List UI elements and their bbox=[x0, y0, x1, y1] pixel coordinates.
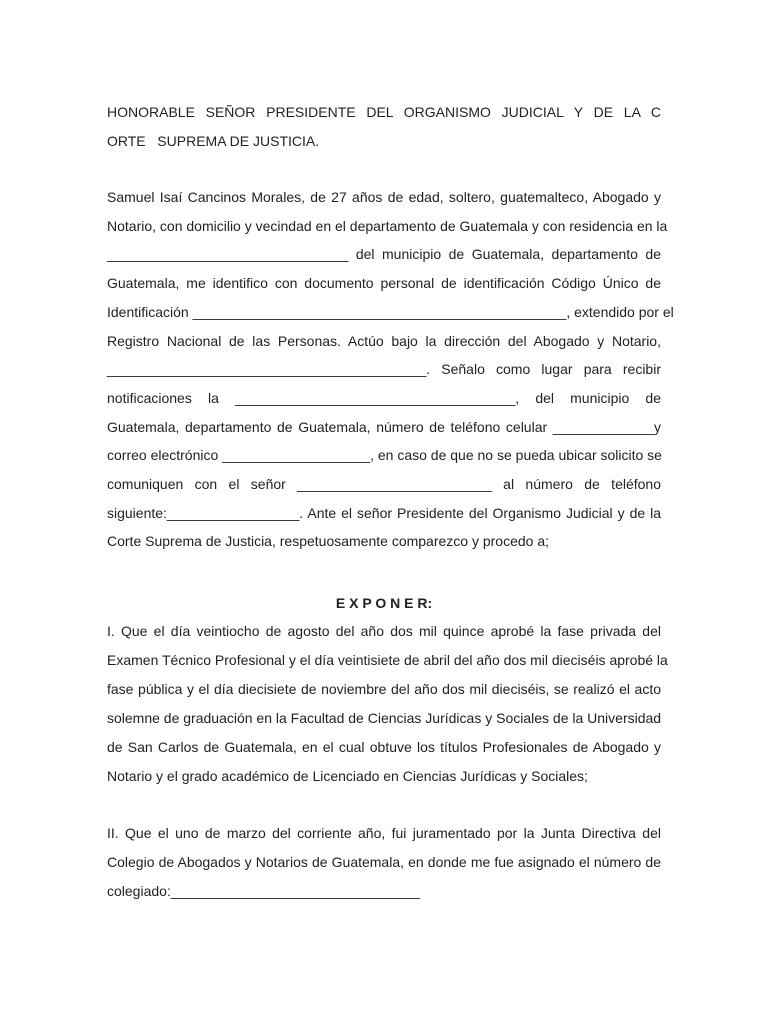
paragraph-line: colegiado:________________________________ bbox=[107, 883, 420, 899]
paragraph-line: Registro Nacional de las Personas. Actúo bajo la dirección del Abogado y Notario, bbox=[107, 333, 661, 349]
paragraph-line: Notario, con domicilio y vecindad en el departamento de Guatemala y con residencia en la bbox=[107, 218, 668, 234]
section-title: E X P O N E R: bbox=[335, 595, 433, 611]
paragraph-line: siguiente:_________________. Ante el señor Presidente del Organismo Judicial y de la bbox=[107, 505, 661, 521]
paragraph-line: _________________________________________. Señalo como lugar para recibir bbox=[107, 361, 661, 377]
paragraph-line: solemne de graduación en la Facultad de Ciencias Jurídicas y Sociales de la Universidad bbox=[107, 710, 662, 726]
paragraph-line: correo electrónico ___________________, en caso de que no se pueda ubicar solicito se bbox=[107, 447, 662, 463]
paragraph-line: Samuel Isaí Cancinos Morales, de 27 años de edad, soltero, guatemalteco, Abogado y bbox=[107, 189, 661, 205]
paragraph-line: Corte Suprema de Justicia, respetuosamente comparezco y procedo a; bbox=[107, 533, 550, 549]
heading-line: HONORABLE SEÑOR PRESIDENTE DEL ORGANISMO JUDICIAL Y DE LA C bbox=[107, 104, 661, 120]
heading-line: ORTE SUPREMA DE JUSTICIA. bbox=[107, 133, 320, 149]
paragraph-line: I. Que el día veintiocho de agosto del año dos mil quince aprobé la fase privada del bbox=[107, 623, 661, 639]
paragraph-line: Notario y el grado académico de Licenciado en Ciencias Jurídicas y Sociales; bbox=[107, 768, 588, 784]
paragraph-line: Identificación ________________________________________________, extendido por el bbox=[107, 304, 674, 320]
paragraph-line: comuniquen con el señor _________________________ al número de teléfono bbox=[107, 476, 661, 492]
paragraph-line: de San Carlos de Guatemala, en el cual obtuve los títulos Profesionales de Abogado y bbox=[107, 739, 661, 755]
paragraph-line: fase pública y el día diecisiete de noviembre del año dos mil dieciséis, se realizó el acto bbox=[107, 681, 661, 697]
paragraph-line: Guatemala, departamento de Guatemala, número de teléfono celular _____________y bbox=[107, 419, 661, 435]
paragraph-line: II. Que el uno de marzo del corriente año, fui juramentado por la Junta Directiva del bbox=[107, 825, 661, 841]
paragraph-line: notificaciones la ____________________________________, del municipio de bbox=[107, 390, 661, 406]
paragraph-line: Examen Técnico Profesional y el día veintisiete de abril del año dos mil dieciséis aprobé la bbox=[107, 652, 668, 668]
paragraph-line: Colegio de Abogados y Notarios de Guatemala, en donde me fue asignado el número de bbox=[107, 854, 661, 870]
paragraph-line: Guatemala, me identifico con documento personal de identificación Código Único de bbox=[107, 275, 661, 291]
paragraph-line: _______________________________ del municipio de Guatemala, departamento de bbox=[107, 246, 661, 262]
